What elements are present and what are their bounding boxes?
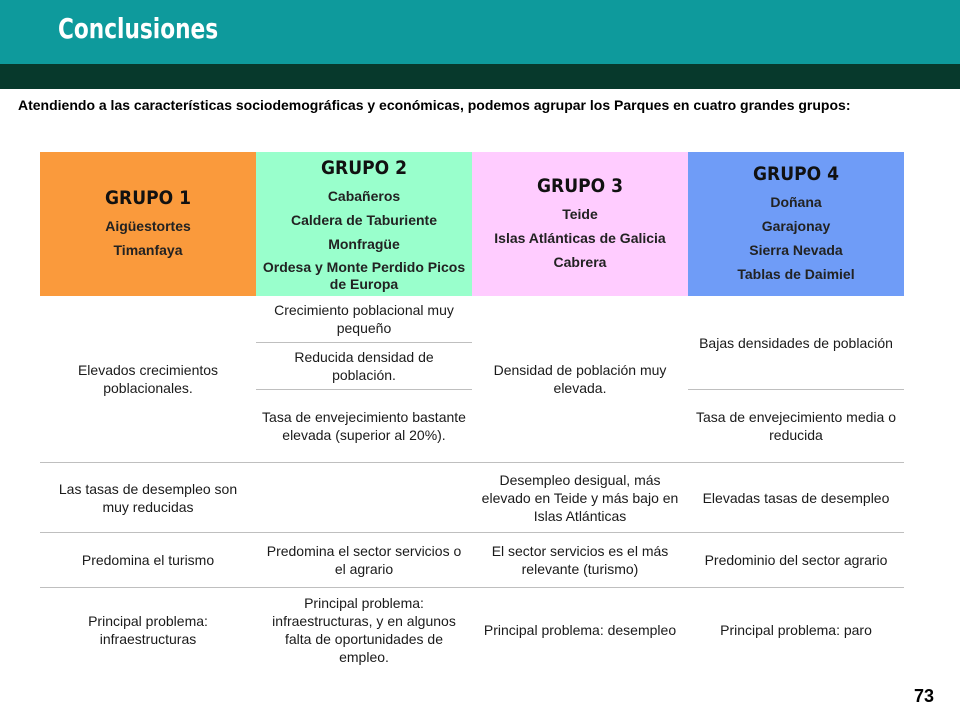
page-title: Conclusiones	[58, 12, 219, 45]
cell-sector-g1: Predomina el turismo	[40, 533, 256, 588]
group-3-park: Cabrera	[553, 254, 607, 270]
table-row	[40, 296, 904, 343]
cell-unemployment-g2	[256, 463, 472, 533]
cell-problem-g3: Principal problema: desempleo	[483, 621, 677, 638]
group-4-park: Tablas de Daimiel	[737, 266, 855, 282]
cell-sector-g4: Predominio del sector agrario	[688, 533, 904, 588]
group-2-park: Monfragüe	[328, 235, 400, 252]
table-row	[40, 463, 904, 533]
group-2-header	[256, 152, 472, 296]
cell-unemployment-g1: Las tasas de desempleo son muy reducidas	[40, 463, 256, 533]
cell-sector-g2: Predomina el sector servicios o el agrario	[256, 533, 472, 588]
cell-unemployment-g3: Desempleo desigual, más elevado en Teide y más bajo en Islas Atlánticas	[472, 463, 688, 533]
groups-table	[40, 152, 904, 672]
table-row	[40, 588, 904, 672]
group-1-park: Aigüestortes	[105, 218, 191, 234]
group-3-park: Islas Atlánticas de Galicia	[494, 230, 666, 246]
group-1-park: Timanfaya	[113, 242, 183, 258]
group-2-title: GRUPO 2	[321, 156, 407, 179]
cell-demography-g2-aging: Tasa de envejecimiento bastante elevada (superior al 20%).	[256, 390, 472, 463]
group-4-park: Sierra Nevada	[749, 242, 843, 258]
group-1-header	[40, 152, 256, 296]
cell-unemployment-g4: Elevadas tasas de desempleo	[688, 463, 904, 533]
group-4-park: Garajonay	[761, 218, 831, 234]
group-4-header	[688, 152, 904, 296]
group-4-title: GRUPO 4	[753, 163, 839, 185]
cell-demography-g2-density: Reducida densidad de población.	[256, 343, 472, 390]
cell-demography-g4-density: Bajas densidades de población	[688, 296, 904, 390]
table-header-row	[40, 152, 904, 296]
group-2-park: Cabañeros	[327, 187, 401, 204]
group-3-title: GRUPO 3	[537, 175, 623, 197]
group-4-park: Doñana	[770, 194, 822, 210]
cell-demography-g4-aging: Tasa de envejecimiento media o reducida	[688, 390, 904, 463]
cell-demography-g1: Elevados crecimientos poblacionales.	[40, 296, 256, 463]
table-row	[40, 533, 904, 588]
cell-problem-g1: Principal problema: infraestructuras	[88, 612, 208, 647]
header-dark-band	[0, 64, 960, 89]
cell-problem-g4: Principal problema: paro	[720, 621, 872, 638]
group-1-title: GRUPO 1	[105, 187, 191, 209]
group-2-park: Caldera de Taburiente	[290, 211, 437, 228]
group-2-park: Ordesa y Monte Perdido Picos de Europa	[262, 258, 466, 292]
cell-demography-g3: Densidad de población muy elevada.	[472, 296, 688, 463]
group-3-park: Teide	[562, 206, 598, 222]
group-3-header	[472, 152, 688, 296]
cell-problem-g2: Principal problema: infraestructuras, y en algunos falta de oportunidades de empleo.	[272, 594, 456, 665]
cell-demography-g2-growth: Crecimiento poblacional muy pequeño	[256, 296, 472, 343]
groups-table-wrapper	[40, 152, 904, 672]
page-number: 73	[913, 686, 934, 706]
cell-sector-g3: El sector servicios es el más relevante (turismo)	[472, 533, 688, 588]
intro-text: Atendiendo a las características sociodemográficas y económicas, podemos agrupar los Parques en cuatro grandes grupos:	[18, 97, 851, 113]
